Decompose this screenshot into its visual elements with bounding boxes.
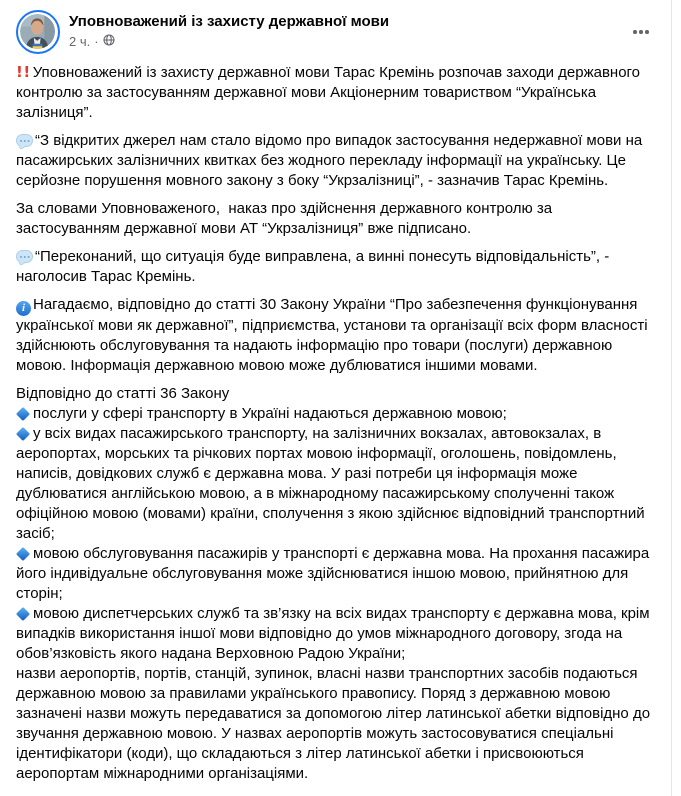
paragraph-text: “Переконаний, що ситуація буде виправлена, а винні понесуть відповідальність”, - наголосив Тарас Кремінь. <box>16 248 614 285</box>
law-item-text: послуги у сфері транспорту в Україні надаються державною мовою; <box>33 405 507 422</box>
law-item <box>16 604 655 664</box>
post-paragraph <box>16 199 655 239</box>
post-header-info <box>69 10 389 50</box>
post-paragraph <box>16 295 655 376</box>
law-item-text: мовою обслуговування пасажирів у транспорті є державна мова. На прохання пасажира його індивідуальне обслуговування може здійснюватися іншою мовою, прийнятною для сторін; <box>16 545 650 602</box>
law-item-text: у всіх видах пасажирського транспорту, на залізничних вокзалах, автовокзалах, в аеропортах, морських та річкових портах мовою інформації, оголошень, повідомлень, написів, довідкових служб є державна мова. У разі потреби ця інформація може дублюватися англійською мовою, а в міжнародному пасажирському сполученні також офіційною мовою (мовами) країни, сполучення з якою здійснює відповідний транспортний засіб; <box>16 425 645 542</box>
post-paragraph <box>16 247 655 287</box>
post-header <box>0 0 671 62</box>
avatar[interactable] <box>16 10 60 54</box>
law-item-text: назви аеропортів, портів, станцій, зупинок, власні назви транспортних засобів подаються державною мовою за правилами українського правопису. Поряд з державною мовою зазначені назви можуть передаватися за допомогою літер латинської абетки відповідно до звучання державною мовою. У назвах аеропортів можуть застосовуватися спеціальні ідентифікатори (коди), що складаються з літер латинської абетки і присвоюються аеропортам міжнародними організаціями. <box>16 665 651 782</box>
law-item <box>16 404 655 424</box>
law-item <box>16 544 655 604</box>
avatar-photo <box>20 14 55 49</box>
page-name[interactable]: Уповноважений із захисту державної мови <box>69 13 390 30</box>
meta-separator: · <box>94 33 99 49</box>
ellipsis-icon <box>633 30 649 34</box>
law-item-text: мовою диспетчерських служб та зв’язку на всіх видах транспорту є державна мова, крім випадків використання іншої мови відповідно до умов міжнародного договору, згода на обов’язковість якого надана Верховною Радою України; <box>16 605 650 662</box>
information-icon: i <box>16 301 31 316</box>
double-exclamation-icon: !! <box>16 63 31 81</box>
post-paragraph <box>16 62 655 123</box>
paragraph-text: “З відкритих джерел нам стало відомо про випадок застосування недержавної мови на пасажирських залізничних квитках без жодного перекладу інформації на українську. Це серйозне порушення мовного закону з боку “Укрзалізниці”, - зазначив Тарас Кремінь. <box>16 132 647 189</box>
law-section <box>16 384 655 784</box>
speech-balloon-icon <box>16 134 33 147</box>
blue-diamond-icon <box>16 426 30 440</box>
paragraph-text: За словами Уповноваженого, наказ про здійснення державного контролю за застосуванням державної мови АТ “Укрзалізниця” вже підписано. <box>16 200 557 237</box>
blue-diamond-icon <box>16 606 30 620</box>
blue-diamond-icon <box>16 406 30 420</box>
law-item <box>16 664 655 784</box>
post-paragraph <box>16 131 655 191</box>
post-meta <box>69 33 389 50</box>
blue-diamond-icon <box>16 546 30 560</box>
globe-icon <box>103 34 115 50</box>
paragraph-text: Уповноважений із захисту державної мови Тарас Кремінь розпочав заходи державного контролю за застосуванням державної мови Акціонерним товариством “Українська залізниця”. <box>16 64 645 121</box>
post-timestamp[interactable]: 2 ч. <box>69 33 91 49</box>
post-body <box>0 62 671 784</box>
law-item <box>16 424 655 544</box>
law-intro: Відповідно до статті 36 Закону <box>16 385 230 402</box>
post-menu-button[interactable] <box>625 16 657 48</box>
paragraph-text: Нагадаємо, відповідно до статті 30 Закону України “Про забезпечення функціонування української мови як державної”, підприємства, установи та організації всіх форм власності здійснюють обслуговування та надають інформацію про товари (послуги) державною мовою. Інформація державною мовою може дублюватися іншими мовами. <box>16 296 652 374</box>
speech-balloon-icon <box>16 250 33 263</box>
